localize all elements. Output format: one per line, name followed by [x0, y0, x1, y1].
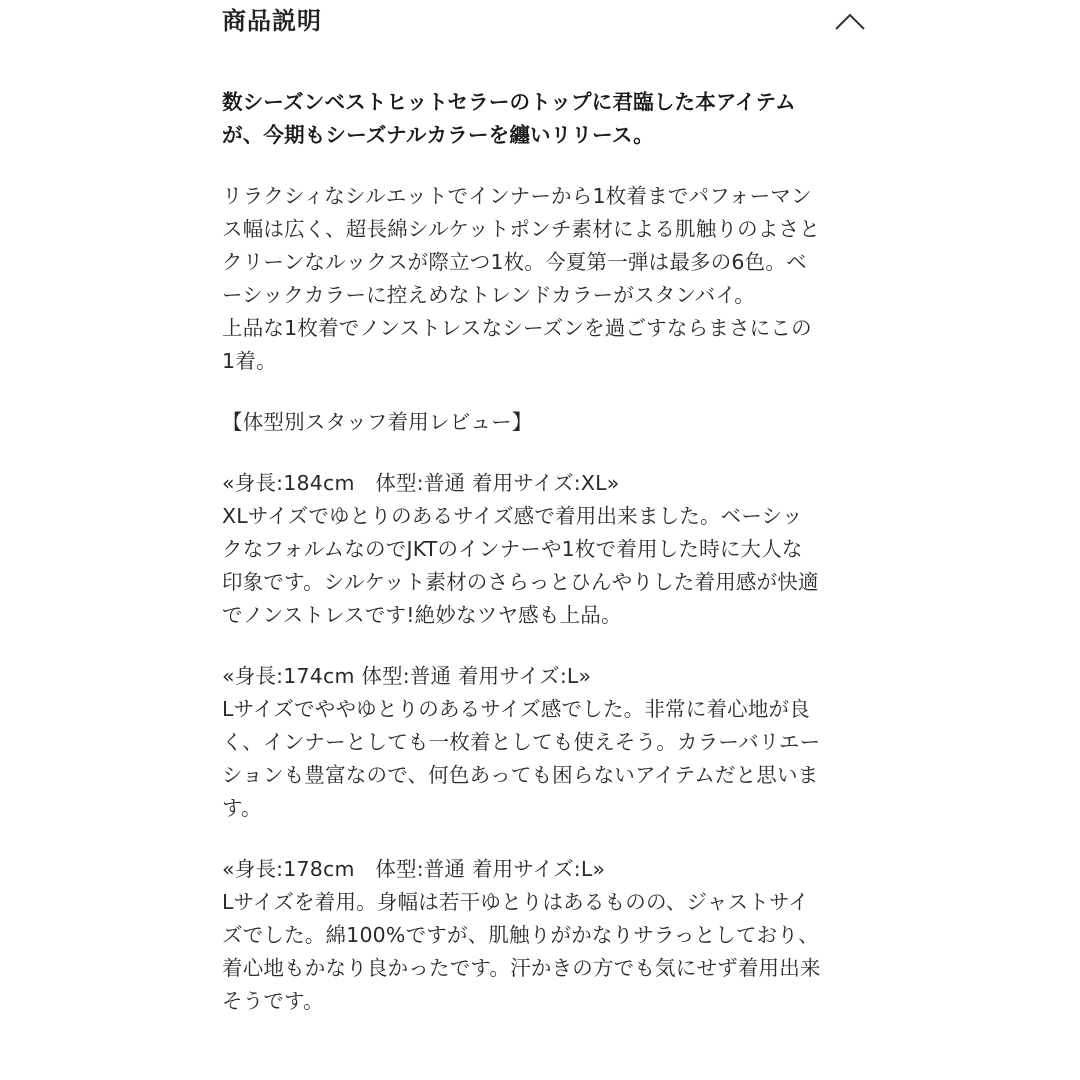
product-description — [222, 86, 862, 1046]
lead-line: 数シーズンベストヒットセラーのトップに君臨した本アイテム — [222, 90, 796, 114]
description-line: 上品な1枚着でノンストレスなシーズンを過ごすならまさにこの — [222, 316, 812, 340]
review-heading-block — [222, 406, 862, 439]
review-line: Lサイズを着用。身幅は若干ゆとりはあるものの、ジャストサイ — [222, 890, 809, 914]
review-line: ションも豊富なので、何色あっても困らないアイテムだと思いま — [222, 763, 819, 787]
section-title: 商品説明 — [222, 7, 322, 35]
review-header: «身長:174cm 体型:普通 着用サイズ:L» — [222, 664, 592, 688]
review-line: く、インナーとしても一枚着としても使えそう。カラーバリエー — [222, 730, 821, 754]
review-line: Lサイズでややゆとりのあるサイズ感でした。非常に着心地が良 — [222, 697, 810, 721]
review-block — [222, 660, 862, 825]
description-line: リラクシィなシルエットでインナーから1枚着までパフォーマン — [222, 184, 812, 208]
review-heading: 【体型別スタッフ着用レビュー】 — [222, 410, 533, 434]
description-paragraph — [222, 180, 862, 378]
review-line: す。 — [222, 796, 262, 820]
review-line: クなフォルムなのでJKTのインナーや1枚で着用した時に大人な — [222, 537, 803, 561]
description-line: ス幅は広く、超長綿シルケットポンチ素材による肌触りのよさと — [222, 217, 820, 241]
review-block — [222, 853, 862, 1018]
review-line: 着心地もかなり良かったです。汗かきの方でも気にせず着用出来 — [222, 956, 821, 980]
review-header: «身長:178cm 体型:普通 着用サイズ:L» — [222, 857, 606, 881]
description-line: クリーンなルックスが際立つ1枚。今夏第一弾は最多の6色。ベ — [222, 250, 807, 274]
section-header[interactable] — [0, 0, 1080, 44]
description-line: 1着。 — [222, 349, 277, 373]
review-line: でノンストレスです!絶妙なツヤ感も上品。 — [222, 603, 622, 627]
description-line: ーシックカラーに控えめなトレンドカラーがスタンバイ。 — [222, 283, 755, 307]
chevron-up-icon — [830, 4, 870, 38]
review-line: ズでした。綿100%ですが、肌触りがかなりサラっとしており、 — [222, 923, 819, 947]
review-line: 印象です。シルケット素材のさらっとひんやりした着用感が快適 — [222, 570, 819, 594]
review-block — [222, 467, 862, 632]
review-line: XLサイズでゆとりのあるサイズ感で着用出来ました。ベーシッ — [222, 504, 803, 528]
review-line: そうです。 — [222, 989, 324, 1013]
collapse-toggle-button[interactable] — [830, 4, 870, 38]
lead-line: が、今期もシーズナルカラーを纏いリリース。 — [222, 123, 654, 147]
lead-paragraph — [222, 86, 862, 152]
review-header: «身長:184cm 体型:普通 着用サイズ:XL» — [222, 471, 620, 495]
